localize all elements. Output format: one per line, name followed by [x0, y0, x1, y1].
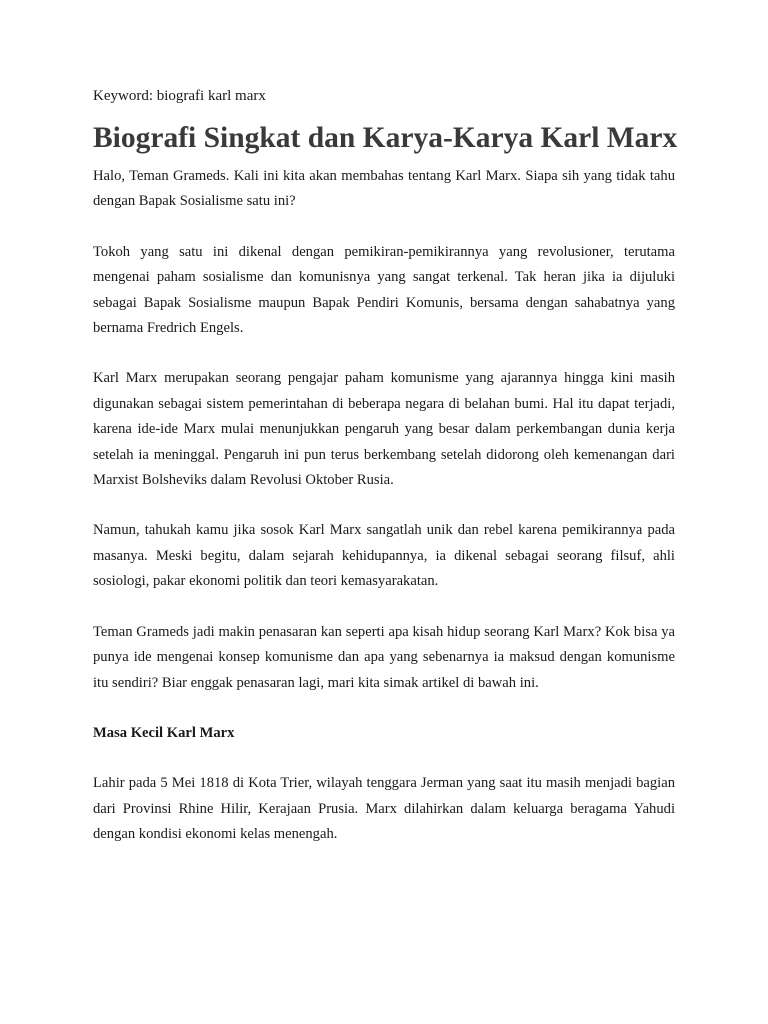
paragraph-intro: Halo, Teman Grameds. Kali ini kita akan membahas tentang Karl Marx. Siapa sih yang tidak tahu dengan Bapak Sosialisme satu ini?: [93, 168, 675, 210]
section-heading: Masa Kecil Karl Marx: [93, 724, 235, 741]
paragraph-namun: Namun, tahukah kamu jika sosok Karl Marx sangatlah unik dan rebel karena pemikirannya pada masanya. Meski begitu, dalam sejarah kehidupannya, ia dikenal sebagai seorang filsuf, ahli sosiologi, pakar ekonomi politik dan teori kemasyarakatan.: [93, 522, 675, 590]
paragraph-penasaran: Teman Grameds jadi makin penasaran kan seperti apa kisah hidup seorang Karl Marx? Kok bisa ya punya ide mengenai konsep komunisme dan apa yang sebenarnya ia maksud dengan komunisme itu sendiri? Biar enggak penasaran lagi, mari kita simak artikel di bawah ini.: [93, 623, 675, 691]
keyword-line: Keyword: biografi karl marx: [93, 88, 266, 104]
article-title: Biografi Singkat dan Karya-Karya Karl Marx: [93, 122, 678, 154]
paragraph-lahir: Lahir pada 5 Mei 1818 di Kota Trier, wilayah tenggara Jerman yang saat itu masih menjadi bagian dari Provinsi Rhine Hilir, Kerajaan Prusia. Marx dilahirkan dalam keluarga beragama Yahudi dengan kondisi ekonomi kelas menengah.: [93, 775, 675, 843]
paragraph-pengajar: Karl Marx merupakan seorang pengajar paham komunisme yang ajarannya hingga kini masih digunakan sebagai sistem pemerintahan di beberapa negara di belahan bumi. Hal itu dapat terjadi, karena ide-ide Marx mulai menunjukkan pengaruh yang besar dalam perkembangan dunia kerja setelah ia meninggal. Pengaruh ini pun terus berkembang setelah didorong oleh kemenangan dari Marxist Bolsheviks dalam Revolusi Oktober Rusia.: [93, 370, 675, 489]
document-page: [93, 86, 678, 848]
paragraph-tokoh: Tokoh yang satu ini dikenal dengan pemikiran-pemikirannya yang revolusioner, terutama mengenai paham sosialisme dan komunisnya yang sangat terkenal. Tak heran jika ia dijuluki sebagai Bapak Sosialisme maupun Bapak Pendiri Komunis, bersama dengan sahabatnya yang bernama Fredrich Engels.: [93, 243, 675, 337]
